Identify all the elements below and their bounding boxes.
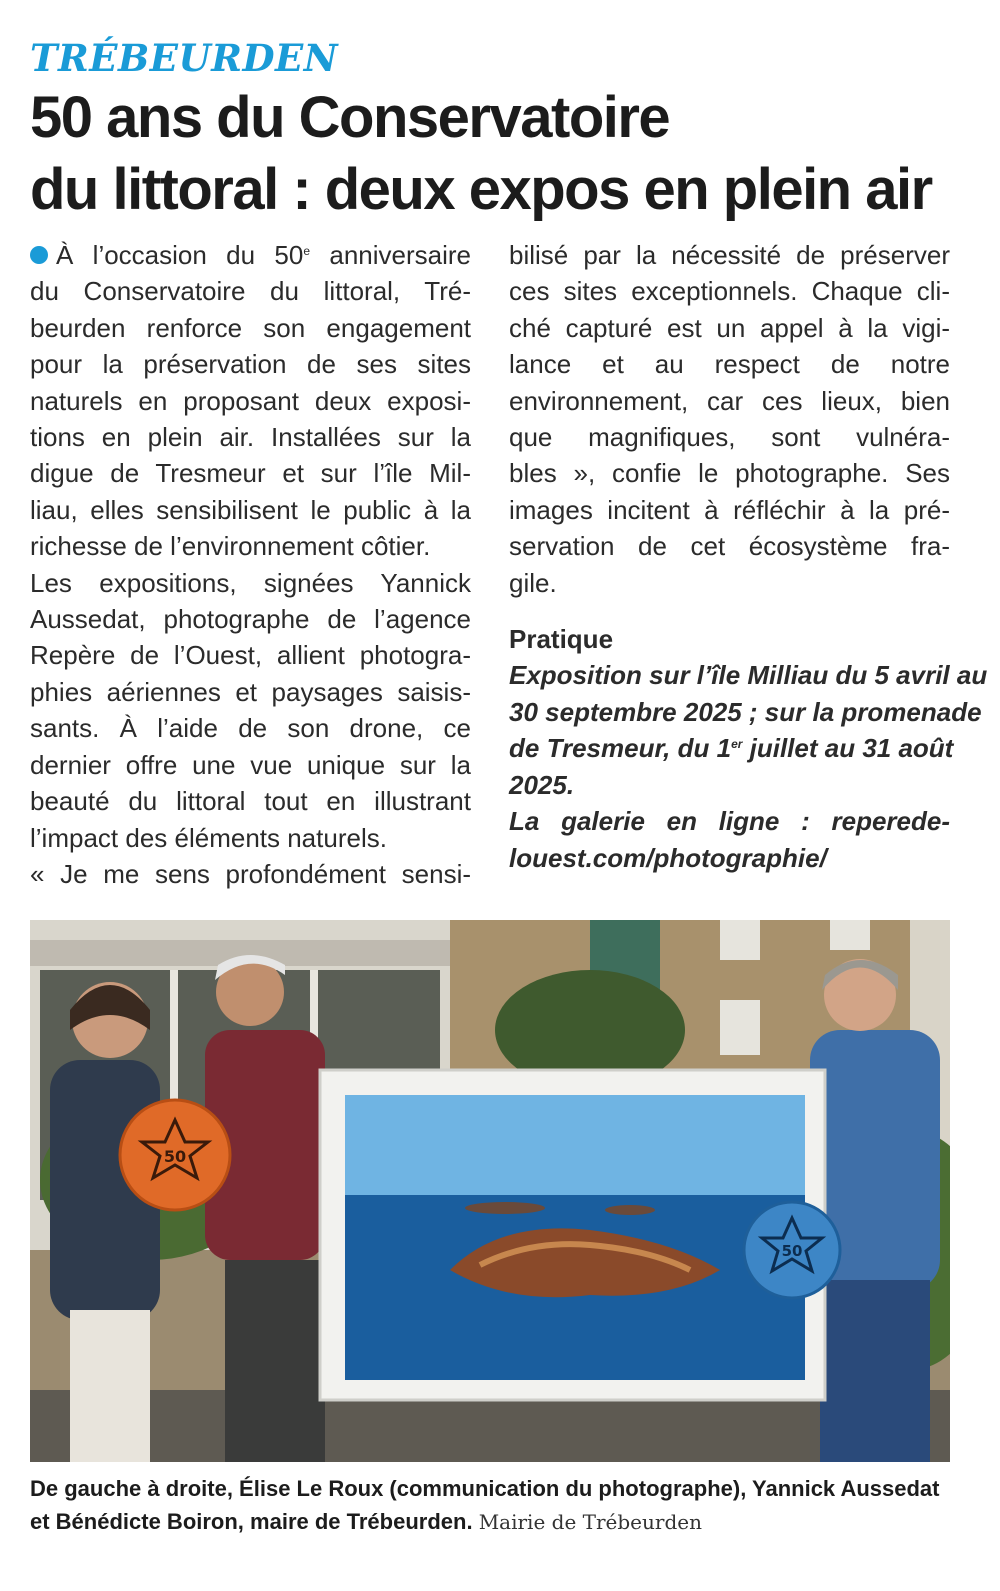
body-line: servation de cet écosystème fra- — [509, 531, 950, 562]
body-line: que magnifiques, sont vulnéra- — [509, 422, 950, 453]
galerie-line: La galerie en ligne : reperede- — [509, 806, 950, 837]
photo-credit: Mairie de Trébeurden — [478, 1510, 702, 1534]
badge-left-label: 50 — [163, 1147, 187, 1166]
article-photo — [30, 920, 950, 1462]
photo-illustration — [30, 920, 950, 1462]
pratique-line: Exposition sur l’île Milliau du 5 avril au — [509, 660, 988, 691]
body-line: du Conservatoire du littoral, Tré- — [30, 276, 471, 307]
body-line: gile. — [509, 567, 557, 598]
body-line: digue de Tresmeur et sur l’île Mil- — [30, 458, 471, 489]
body-line: Les expositions, signées Yannick — [30, 567, 471, 598]
section-kicker: TRÉBEURDEN — [30, 36, 339, 80]
galerie-link[interactable]: louest.com/photographie/ — [509, 842, 827, 873]
body-line: « Je me sens profondément sensi- — [30, 858, 471, 889]
article-body-right-column — [509, 237, 988, 876]
body-line: beauté du littoral tout en illustrant — [30, 786, 471, 817]
body-line: naturels en proposant deux exposi- — [30, 385, 471, 416]
photo-caption — [30, 1472, 955, 1539]
body-line: beurden renforce son engagement — [30, 312, 471, 343]
body-line: liau, elles sensibilisent le public à la — [30, 494, 471, 525]
body-line: bles », confie le photographe. Ses — [509, 458, 950, 489]
article-title — [30, 82, 975, 226]
pratique-line: de Tresmeur, du 1er juillet au 31 août — [509, 733, 954, 764]
body-line: images incitent à réfléchir à la pré- — [509, 494, 950, 525]
body-line: l’impact des éléments naturels. — [30, 822, 387, 853]
title-line-1: 50 ans du Conservatoire — [30, 85, 670, 150]
caption-text: De gauche à droite, Élise Le Roux (communication du photographe), Yannick Aussedat et Bénédicte Boiron, maire de Trébeurden. — [30, 1476, 940, 1534]
body-line: richesse de l’environnement côtier. — [30, 531, 431, 562]
bullet-dot-icon — [30, 246, 48, 264]
body-line: Aussedat, photographe de l’agence — [30, 604, 471, 635]
body-line: ces sites exceptionnels. Chaque cli- — [509, 276, 950, 307]
pratique-line: 30 septembre 2025 ; sur la promenade — [509, 696, 982, 727]
body-line: À l’occasion du 50e anniversaire — [30, 237, 471, 273]
title-line-2: du littoral : deux expos en plein air — [30, 157, 932, 222]
badge-right-label: 50 — [781, 1242, 803, 1260]
body-line: Repère de l’Ouest, allient photogra- — [30, 640, 471, 671]
body-line: dernier offre une vue unique sur la — [30, 749, 471, 780]
pratique-heading: Pratique — [509, 624, 614, 655]
body-line: sants. À l’aide de son drone, ce — [30, 713, 471, 744]
pratique-line: 2025. — [509, 769, 575, 800]
body-line: bilisé par la nécessité de préserver — [509, 240, 950, 270]
body-line: pour la préservation de ses sites — [30, 349, 471, 380]
body-line: environnement, car ces lieux, bien — [509, 385, 950, 416]
body-line: lance et au respect de notre — [509, 349, 950, 380]
body-line: tions en plein air. Installées sur la — [30, 422, 471, 453]
article-body-left-column — [30, 237, 471, 892]
pratique-info — [509, 657, 988, 875]
body-line: phies aériennes et paysages saisis- — [30, 676, 471, 707]
body-line: ché capturé est un appel à la vigi- — [509, 312, 950, 343]
